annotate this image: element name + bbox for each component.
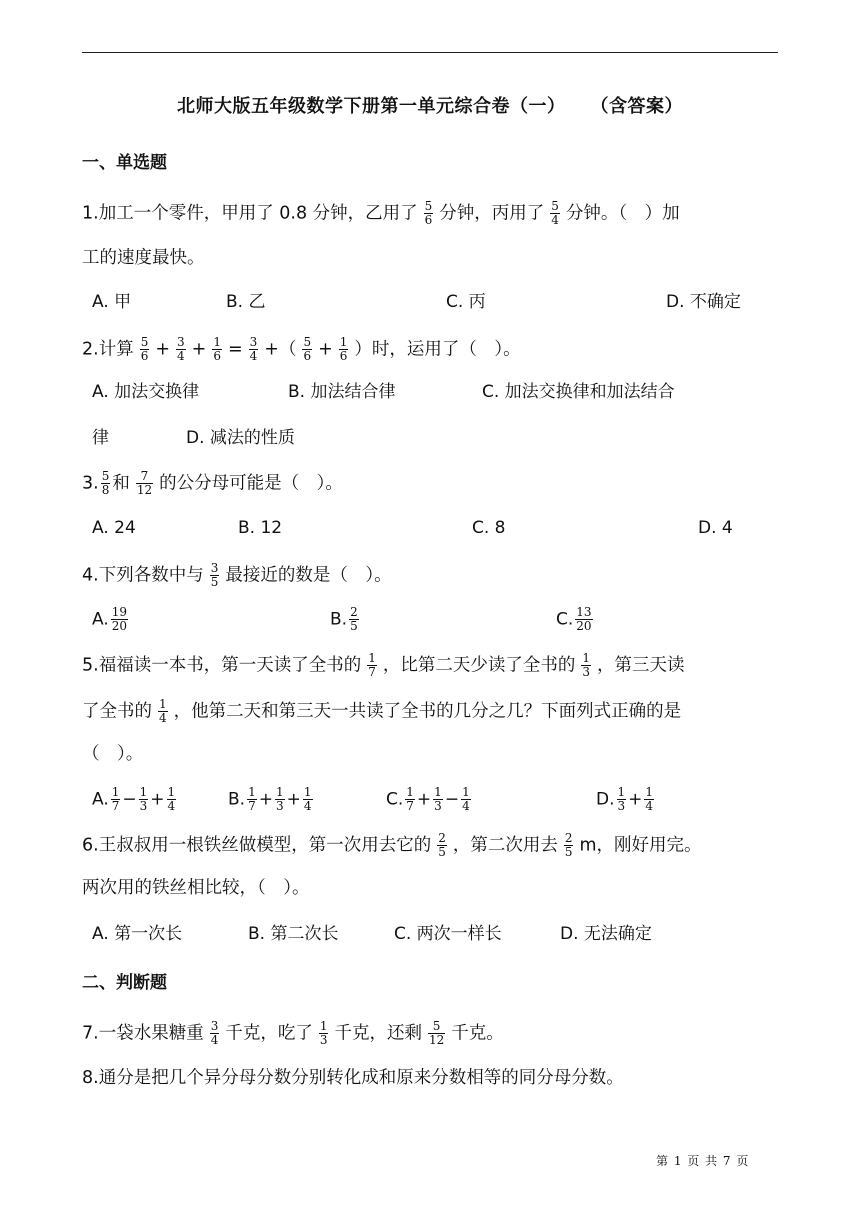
q6-option-a[interactable]: A. 第一次长	[92, 924, 183, 944]
question-6: 6.王叔叔用一根铁丝做模型，第一次用去它的 $\frac{2}{5}$ ，第二次用去 $\frac{2}{5}$ m，刚好用完。	[82, 831, 702, 859]
q6-option-b[interactable]: B. 第二次长	[248, 924, 339, 944]
q3-option-d[interactable]: D. 4	[698, 518, 733, 538]
question-1: 1.加工一个零件，甲用了 0.8 分钟，乙用了 $\frac{5}{6}$ 分钟，丙用了 $\frac{5}{4}$ 分钟。（ ）加	[82, 199, 680, 227]
q1-option-d[interactable]: D. 不确定	[666, 292, 741, 312]
question-7: 7.一袋水果糖重 $\frac{3}{4}$ 千克，吃了 $\frac{1}{3}$ 千克，还剩 $\frac{5}{12}$ 千克。	[82, 1019, 504, 1047]
question-5: 5.福福读一本书，第一天读了全书的 $\frac{1}{7}$ ，比第二天少读了全书的 $\frac{1}{3}$ ，第三天读	[82, 651, 685, 679]
question-3: 3. $\frac{5}{8}$ 和 $\frac{7}{12}$ 的公分母可能是（ ）。	[82, 469, 343, 497]
q3-option-b[interactable]: B. 12	[238, 518, 283, 538]
question-2: 2.计算 $\frac{5}{6}$ + $\frac{3}{4}$ + $\frac{1}{6}$ = $\frac{3}{4}$ +（ $\frac{5}{6}$ + $\frac{1}{6}$ ）时，运用了（ ）。	[82, 335, 521, 363]
q2-option-c-wrap: 律	[92, 428, 109, 448]
q2-option-c[interactable]: C. 加法交换律和加法结合	[482, 382, 675, 402]
question-4: 4.下列各数中与 $\frac{3}{5}$ 最接近的数是（ ）。	[82, 561, 392, 589]
q3-option-c[interactable]: C. 8	[472, 518, 506, 538]
question-8: 8.通分是把几个异分母分数分别转化成和原来分数相等的同分母分数。	[82, 1068, 624, 1088]
q6-option-d[interactable]: D. 无法确定	[560, 924, 652, 944]
q2-option-d[interactable]: D. 减法的性质	[186, 428, 295, 448]
q1-option-b[interactable]: B. 乙	[226, 292, 266, 312]
header-rule	[82, 52, 778, 53]
question-5-line3: （ ）。	[82, 744, 144, 764]
section-heading-true-false: 二、判断题	[82, 973, 167, 993]
q3-option-a[interactable]: A. 24	[92, 518, 136, 538]
q2-option-a[interactable]: A. 加法交换律	[92, 382, 200, 402]
q2-option-b[interactable]: B. 加法结合律	[288, 382, 396, 402]
q5-option-a[interactable]: A. $\frac{1}{7}$ − $\frac{1}{3}$ + $\frac{1}{4}$	[92, 785, 176, 813]
q5-option-c[interactable]: C. $\frac{1}{7}$ + $\frac{1}{3}$ − $\frac{1}{4}$	[386, 785, 470, 813]
q6-option-c[interactable]: C. 两次一样长	[394, 924, 502, 944]
q4-option-c[interactable]: C. $\frac{13}{20}$	[556, 605, 592, 633]
section-heading-single-choice: 一、单选题	[82, 153, 167, 173]
q1-option-c[interactable]: C. 丙	[446, 292, 486, 312]
page-footer: 第 1 页 共 7 页	[656, 1154, 750, 1168]
question-6-line2: 两次用的铁丝相比较，（ ）。	[82, 878, 310, 898]
q4-option-b[interactable]: B. $\frac{2}{5}$	[330, 605, 358, 633]
question-5-line2: 了全书的 $\frac{1}{4}$ ，他第二天和第三天一共读了全书的几分之几？下面列式正确的是	[82, 697, 682, 725]
question-1-line2: 工的速度最快。	[82, 248, 205, 268]
q4-option-a[interactable]: A. $\frac{19}{20}$	[92, 605, 128, 633]
q5-option-d[interactable]: D. $\frac{1}{3}$ + $\frac{1}{4}$	[596, 785, 654, 813]
page-title: 北师大版五年级数学下册第一单元综合卷（一） （含答案）	[177, 96, 683, 117]
q5-option-b[interactable]: B. $\frac{1}{7}$ + $\frac{1}{3}$ + $\frac{1}{4}$	[228, 785, 312, 813]
q1-option-a[interactable]: A. 甲	[92, 292, 132, 312]
